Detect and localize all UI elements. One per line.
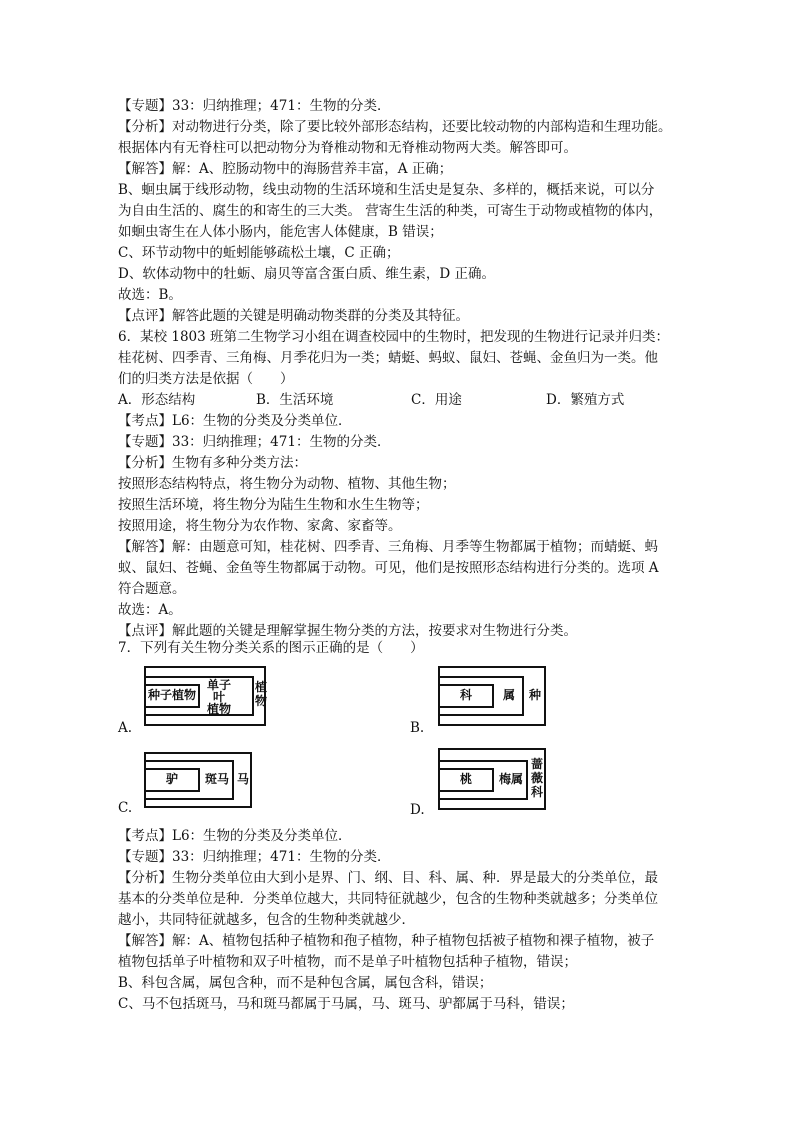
option-b: B．生活环境 bbox=[256, 392, 334, 408]
middle-label: 斑马 bbox=[204, 772, 229, 786]
diagram-option-a bbox=[118, 664, 268, 734]
text-line: 【解答】解：A、腔肠动物中的海肠营养丰富，A 正确； bbox=[118, 161, 453, 177]
text-line: B、科包含属，属包含种，而不是种包含属，属包含科，错误； bbox=[118, 975, 493, 991]
question-6-stem: 桂花树、四季青、三角梅、月季花归为一类；蜻蜓、蚂蚁、鼠妇、苍蝇、金鱼归为一类。他 bbox=[118, 350, 658, 366]
text-line: 【分析】对动物进行分类，除了要比较外部形态结构，还要比较动物的内部构造和生理功能。 bbox=[118, 119, 672, 135]
text-line: 根据体内有无脊柱可以把动物分为脊椎动物和无脊椎动物两大类。解答即可。 bbox=[118, 140, 577, 156]
diagram-option-c bbox=[118, 750, 268, 820]
text-line: 为自由生活的、腐生的和寄生的三大类。 营寄生生活的种类，可寄生于动物或植物的体内， bbox=[118, 203, 663, 219]
outer-label: 种 bbox=[528, 688, 541, 702]
text-line: 【考点】L6：生物的分类及分类单位． bbox=[118, 413, 352, 429]
text-line: 【专题】33：归纳推理；471：生物的分类． bbox=[118, 434, 391, 450]
diagram-option-b bbox=[410, 664, 550, 734]
text-line: 越小，共同特征就越多，包含的生物种类就越少． bbox=[118, 912, 415, 928]
text-line: 【考点】L6：生物的分类及分类单位． bbox=[118, 828, 352, 844]
text-line: 故选：B。 bbox=[118, 287, 182, 303]
middle-label: 属 bbox=[502, 688, 515, 702]
option-label-a: A. bbox=[118, 720, 133, 736]
question-7-stem: 7．下列有关生物分类关系的图示正确的是（ ） bbox=[118, 640, 424, 656]
text-line: 基本的分类单位是种．分类单位越大，共同特征就越少，包含的生物种类就越多；分类单位 bbox=[118, 891, 658, 907]
text-line: 【专题】33：归纳推理；471：生物的分类． bbox=[118, 849, 391, 865]
option-label-d: D. bbox=[410, 802, 425, 818]
option-d: D．繁殖方式 bbox=[546, 392, 625, 408]
outer-label-3: 科 bbox=[530, 785, 543, 799]
text-line: 按照形态结构特点，将生物分为动物、植物、其他生物； bbox=[118, 476, 456, 492]
text-line: C、环节动物中的蚯蚓能够疏松土壤，C 正确； bbox=[118, 245, 400, 261]
outer-label-2: 薇 bbox=[530, 771, 543, 785]
option-label-b: B. bbox=[410, 720, 425, 736]
middle-label-3: 植物 bbox=[206, 702, 231, 716]
middle-label: 梅属 bbox=[498, 772, 523, 786]
text-line: 符合题意。 bbox=[118, 581, 186, 597]
text-line: 【解答】解：由题意可知，桂花树、四季青、三角梅、月季等生物都属于植物；而蜻蜓、蚂 bbox=[118, 539, 658, 555]
text-line: 【点评】解答此题的关键是明确动物类群的分类及其特征。 bbox=[118, 308, 469, 324]
text-line: D、软体动物中的牡蛎、扇贝等富含蛋白质、维生素，D 正确。 bbox=[118, 266, 495, 282]
option-c: C．用途 bbox=[411, 392, 462, 408]
text-line: 【专题】33：归纳推理；471：生物的分类． bbox=[118, 98, 391, 114]
outer-label-1: 植 bbox=[254, 680, 267, 694]
outer-label-2: 物 bbox=[254, 694, 267, 708]
text-line: 【分析】生物有多种分类方法： bbox=[118, 455, 307, 471]
question-6-stem: 6．某校 1803 班第二生物学习小组在调查校园中的生物时，把发现的生物进行记录并归类： bbox=[118, 329, 670, 345]
text-line: 按照生活环境，将生物分为陆生生物和水生生物等； bbox=[118, 497, 429, 513]
text-line: 【解答】解：A、植物包括种子植物和孢子植物，种子植物包括被子植物和裸子植物，被子 bbox=[118, 933, 655, 949]
text-line: 【点评】解此题的关键是理解掌握生物分类的方法，按要求对生物进行分类。 bbox=[118, 623, 577, 639]
middle-label-1: 单子 bbox=[206, 678, 231, 692]
middle-label-2: 叶 bbox=[212, 690, 225, 704]
inner-label: 桃 bbox=[459, 772, 472, 786]
option-label-c: C. bbox=[118, 800, 133, 816]
outer-label-1: 蔷 bbox=[530, 757, 543, 771]
text-line: B、蛔虫属于线形动物，线虫动物的生活环境和生活史是复杂、多样的，概括来说，可以分 bbox=[118, 182, 655, 198]
outer-label: 马 bbox=[236, 772, 249, 786]
option-a: A．形态结构 bbox=[118, 392, 196, 408]
text-line: 蚁、鼠妇、苍蝇、金鱼等生物都属于动物。可见，他们是按照形态结构进行分类的。选项 A bbox=[118, 560, 659, 576]
text-line: 按照用途，将生物分为农作物、家禽、家畜等。 bbox=[118, 518, 402, 534]
text-line: 植物包括单子叶植物和双子叶植物，而不是单子叶植物包括种子植物，错误； bbox=[118, 954, 577, 970]
text-line: 如蛔虫寄生在人体小肠内，能危害人体健康，B 错误； bbox=[118, 224, 443, 240]
diagram-option-d bbox=[410, 746, 550, 820]
inner-label: 种子植物 bbox=[147, 688, 196, 702]
text-line: 【分析】生物分类单位由大到小是界、门、纲、目、科、属、种．界是最大的分类单位，最 bbox=[118, 870, 658, 886]
inner-label: 科 bbox=[459, 688, 472, 702]
question-6-stem: 们的归类方法是依据（ ） bbox=[118, 371, 294, 387]
text-line: 故选：A。 bbox=[118, 602, 182, 618]
inner-label: 驴 bbox=[165, 772, 178, 786]
text-line: C、马不包括斑马，马和斑马都属于马属，马、斑马、驴都属于马科，错误； bbox=[118, 996, 574, 1012]
